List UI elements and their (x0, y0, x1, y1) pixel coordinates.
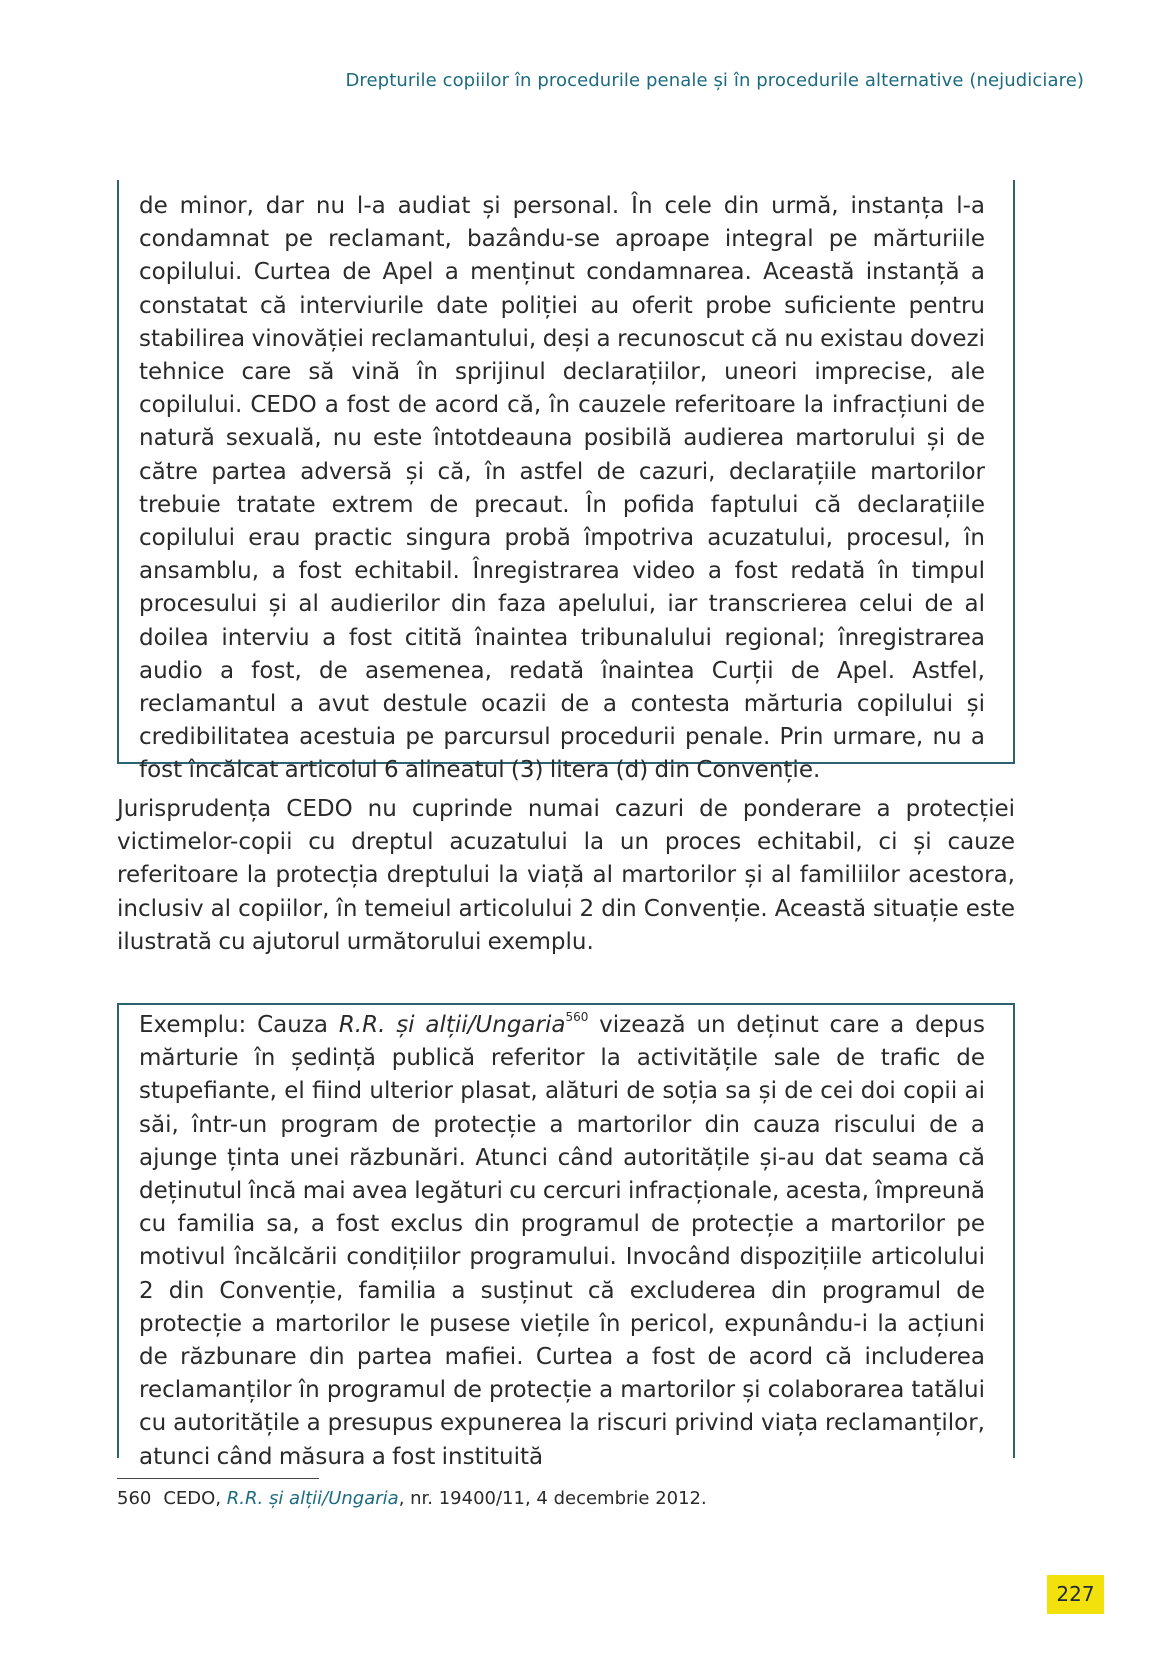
footnote-prefix: CEDO, (163, 1488, 227, 1509)
footnote-number: 560 (117, 1488, 152, 1509)
running-header: Drepturile copiilor în procedurile penale și în procedurile alternative (nejudiciare) (345, 70, 1084, 91)
example-case-name: R.R. și alții/Ungaria (338, 1012, 566, 1038)
example-text: vizează un deținut care a depus mărturie în ședință publică referitor la activitățile sale de trafic de stupefiante, el fiind ulterior plasat, alături de soția sa și de cei doi copii ai săi, într-un program de protecție a martorilor din cauza riscului de a ajunge ținta unei răzbunări. Atunci când autoritățile și-au dat seama că deținutul încă mai avea legături cu cercuri infracționale, acesta, împreună cu familia sa, a fost exclus din programul de protecție a martorilor pe motivul încălcării condițiilor programului. Invocând dispozițiile articolului 2 din Convenție, familia a susținut că excluderea din programul de protecție a martorilor le pusese viețile în pericol, expunându-i la acțiuni de răzbunare din partea mafiei. Curtea a fost de acord că includerea reclamanților în programul de protecție a martorilor și colaborarea tatălui cu autoritățile a presupus expunerea la riscuri privind viața reclamanților, atunci când măsura a fost instituită (139, 1012, 985, 1470)
example-intro: Exemplu: Cauza (139, 1012, 339, 1038)
footnote (117, 1488, 707, 1509)
example-box-1-text: de minor, dar nu l-a audiat și personal. În cele din urmă, instanța l-a condamnat pe reclamant, bazându-se aproape integral pe mărturiile copilului. Curtea de Apel a menținut condamnarea. Această instanță a constatat că interviurile date poliției au oferit probe suficiente pentru stabilirea vinovăției reclamantului, deși a recunoscut că nu existau dovezi tehnice care să vină în sprijinul declarațiilor, uneori imprecise, ale copilului. CEDO a fost de acord că, în cauzele referitoare la infracțiuni de natură sexuală, nu este întotdeauna posibilă audierea martorului și de către partea adversă și că, în astfel de cazuri, declarațiile martorilor trebuie tratate extrem de precaut. În pofida faptului că declarațiile copilului erau practic singura probă împotriva acuzatului, procesul, în ansamblu, a fost echitabil. Înregistrarea video a fost redată în timpul procesului și al audierilor din faza apelului, iar transcrierea celui de al doilea interviu a fost citită înaintea tribunalului regional; înregistrarea audio a fost, de asemenea, redată înaintea Curții de Apel. Astfel, reclamantul a avut destule ocazii de a contesta mărturia copilului și credibilitatea acestuia pe parcursul procedurii penale. Prin urmare, nu a fost încălcat articolul 6 alineatul (3) litera (d) din Convenție. (139, 193, 985, 784)
footnote-suffix: , nr. 19400/11, 4 decembrie 2012. (398, 1488, 707, 1509)
footnote-separator (117, 1478, 319, 1479)
example-box-2-text (139, 1009, 985, 1474)
page-number: 227 (1047, 1575, 1104, 1614)
footnote-case-link[interactable]: R.R. și alții/Ungaria (226, 1488, 399, 1509)
footnote-reference[interactable]: 560 (565, 1010, 589, 1025)
body-paragraph: Jurisprudența CEDO nu cuprinde numai cazuri de ponderare a protecției victimelor-copii cu dreptul acuzatului la un proces echitabil, ci și cauze referitoare la protecția dreptului la viață al martorilor și al familiilor acestora, inclusiv al copiilor, în temeiul articolului 2 din Convenție. Această situație este ilustrată cu ajutorul următorului exemplu. (117, 796, 1015, 955)
